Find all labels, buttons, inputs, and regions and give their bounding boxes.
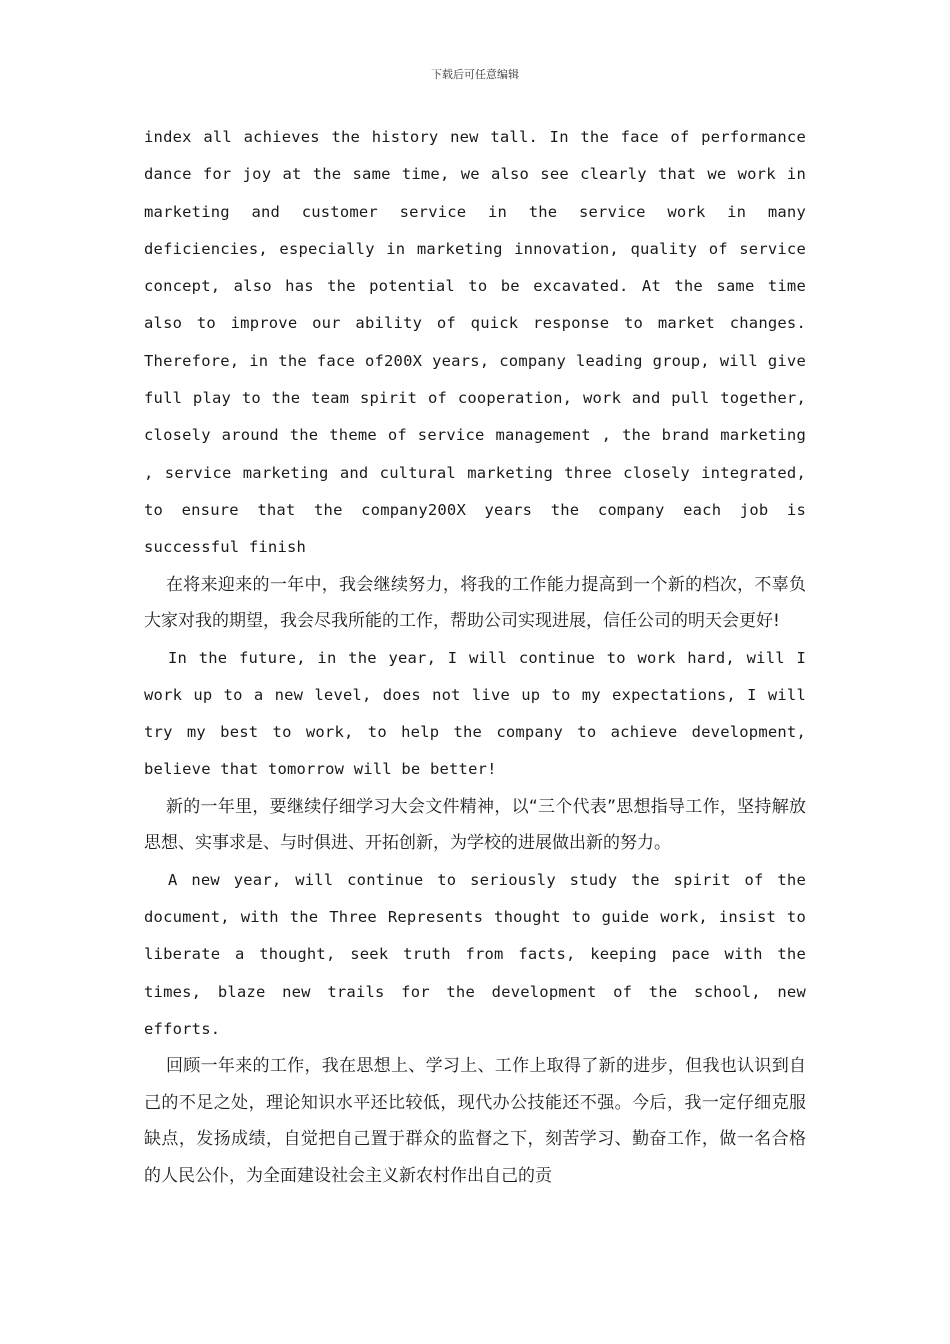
- paragraph-chinese-3: 回顾一年来的工作，我在思想上、学习上、工作上取得了新的进步，但我也认识到自己的不足之处，理论知识水平还比较低，现代办公技能还不强。今后，我一定仔细克服缺点，发扬成绩，自觉把自己置于群众的监督之下，刻苦学习、勤奋工作，做一名合格的人民公仆，为全面建设社会主义新农村作出自己的贡: [144, 1056, 806, 1186]
- paragraph-english-1: index all achieves the history new tall. In the face of performance dance for joy at the same time, we also see clearly that we work in marketing and customer service in the service work in many deficiencies, especially in marketing innovation, quality of service concept, also has the potential to be excavated. At the same time also to improve our ability of quick response to market changes. Therefore, in the face of200X years, company leading group, will give full play to the team spirit of cooperation, work and pull together, closely around the theme of service management , the brand marketing , service marketing and cultural marketing three closely integrated, to ensure that the company200X years the company each job is successful finish: [144, 128, 806, 557]
- document-body: [144, 119, 806, 1194]
- paragraph-chinese-2: 新的一年里，要继续仔细学习大会文件精神，以“三个代表”思想指导工作，坚持解放思想、实事求是、与时俱进、开拓创新，为学校的进展做出新的努力。: [144, 796, 806, 854]
- page-header: 下载后可任意编辑: [431, 68, 519, 81]
- paragraph-chinese-1: 在将来迎来的一年中，我会继续努力，将我的工作能力提高到一个新的档次，不辜负大家对我的期望，我会尽我所能的工作，帮助公司实现进展，信任公司的明天会更好!: [144, 574, 806, 632]
- paragraph-english-3: A new year, will continue to seriously study the spirit of the document, with the Three Represents thought to guide work, insist to liberate a thought, seek truth from facts, keeping pace with the times, blaze new trails for the development of the school, new efforts.: [144, 870, 806, 1038]
- paragraph-english-2: In the future, in the year, I will continue to work hard, will I work up to a new level, does not live up to my expectations, I will try my best to work, to help the company to achieve development, believe that tomorrow will be better!: [144, 648, 806, 779]
